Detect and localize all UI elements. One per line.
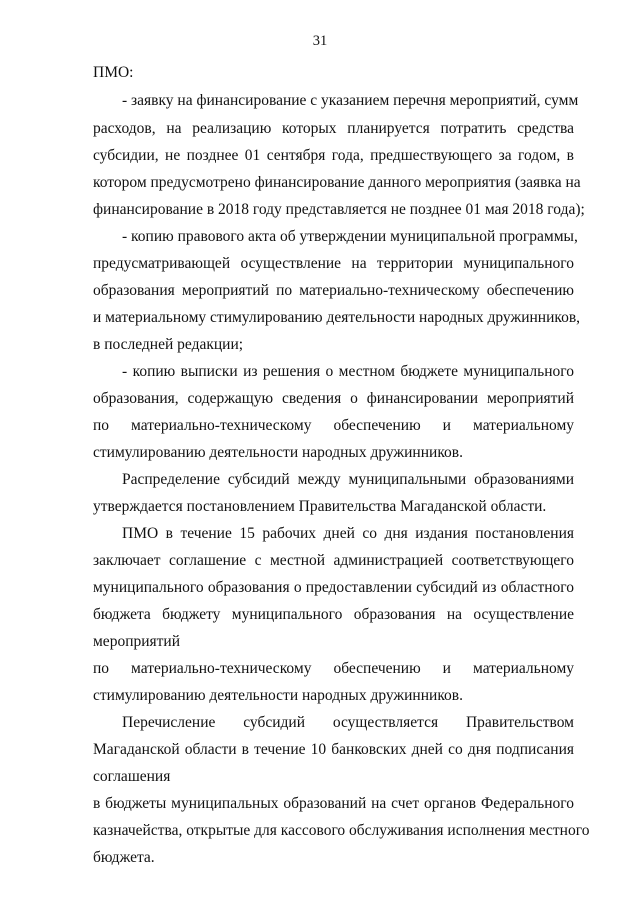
text-line: - заявку на финансирование с указанием перечня мероприятий, сумм <box>122 92 579 109</box>
text-line: субсидии, не позднее 01 сентября года, предшествующего за годом, в <box>93 147 574 164</box>
text-line: по материально-техническому обеспечению и материальному <box>93 660 574 677</box>
text-line: соглашения <box>93 768 171 785</box>
text-line: Распределение субсидий между муниципальными образованиями <box>122 471 574 488</box>
page-number: 31 <box>312 33 328 49</box>
text-line: образования, содержащую сведения о финансировании мероприятий <box>93 390 574 407</box>
text-line: ПМО: <box>93 64 134 81</box>
text-line: Магаданской области в течение 10 банковских дней со дня подписания <box>93 741 574 758</box>
text-line: и материальному стимулированию деятельности народных дружинников, <box>93 309 581 326</box>
text-line: стимулированию деятельности народных дружинников. <box>93 444 464 461</box>
text-line: утверждается постановлением Правительства Магаданской области. <box>93 498 547 515</box>
text-line: образования мероприятий по материально-техническому обеспечению <box>93 282 574 299</box>
text-line: бюджета бюджету муниципального образования на осуществление <box>93 606 574 623</box>
text-line: котором предусмотрено финансирование данного мероприятия (заявка на <box>93 174 581 191</box>
text-line: в последней редакции; <box>93 336 244 353</box>
text-line: заключает соглашение с местной администрацией соответствующего <box>93 552 574 569</box>
text-line: ПМО в течение 15 рабочих дней со дня издания постановления <box>122 525 574 542</box>
text-line: мероприятий <box>93 633 181 650</box>
text-line: предусматривающей осуществление на территории муниципального <box>93 255 574 272</box>
text-line: в бюджеты муниципальных образований на счет органов Федерального <box>93 795 574 812</box>
text-line: по материально-техническому обеспечению и материальному <box>93 417 574 434</box>
text-line: финансирование в 2018 году представляется не позднее 01 мая 2018 года); <box>93 201 585 218</box>
text-line: муниципального образования о предоставлении субсидий из областного <box>93 579 574 596</box>
text-line: бюджета. <box>93 849 155 866</box>
text-line: Перечисление субсидий осуществляется Правительством <box>122 714 574 731</box>
text-line: - копию выписки из решения о местном бюджете муниципального <box>122 363 574 380</box>
text-line: стимулированию деятельности народных дружинников. <box>93 687 464 704</box>
text-line: казначейства, открытые для кассового обслуживания исполнения местного <box>93 822 590 839</box>
text-line: - копию правового акта об утверждении муниципальной программы, <box>122 228 578 245</box>
text-line: расходов, на реализацию которых планируется потратить средства <box>93 120 574 137</box>
